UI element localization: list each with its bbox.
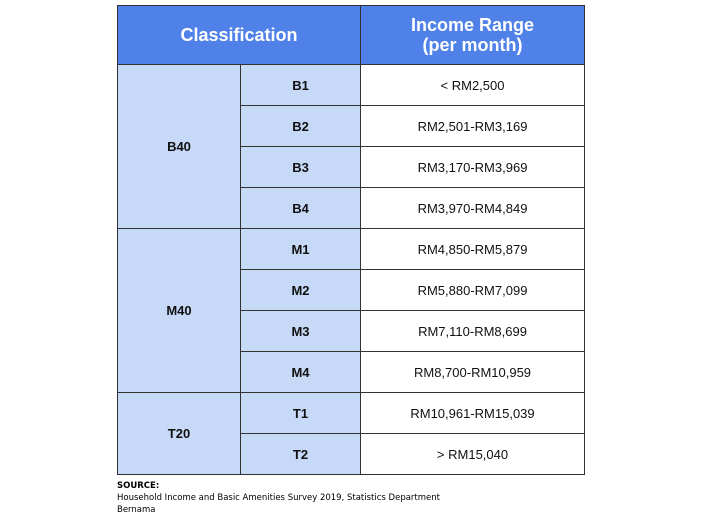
income-range: RM2,501-RM3,169: [361, 106, 585, 147]
income-classification-table: [117, 5, 585, 475]
group-t20: T20: [118, 393, 241, 475]
income-range: RM5,880-RM7,099: [361, 270, 585, 311]
income-range: RM4,850-RM5,879: [361, 229, 585, 270]
income-range: RM10,961-RM15,039: [361, 393, 585, 434]
class-code: B2: [241, 106, 361, 147]
source-line-1: Household Income and Basic Amenities Survey 2019, Statistics Department: [117, 493, 440, 503]
source-line-2: Bernama: [117, 505, 156, 515]
income-range-header-line1: Income Range: [411, 15, 535, 35]
class-code: M2: [241, 270, 361, 311]
income-range: RM3,970-RM4,849: [361, 188, 585, 229]
income-range: > RM15,040: [361, 434, 585, 475]
header-row: [118, 6, 585, 65]
group-b40: B40: [118, 65, 241, 229]
class-code: M1: [241, 229, 361, 270]
class-code: B1: [241, 65, 361, 106]
group-m40: M40: [118, 229, 241, 393]
class-code: M4: [241, 352, 361, 393]
income-range: RM7,110-RM8,699: [361, 311, 585, 352]
income-range: RM8,700-RM10,959: [361, 352, 585, 393]
table-row: [118, 393, 585, 434]
class-code: M3: [241, 311, 361, 352]
class-code: B3: [241, 147, 361, 188]
table-row: [118, 65, 585, 106]
source-note: [117, 480, 440, 516]
source-label: SOURCE:: [117, 481, 160, 491]
table-row: [118, 229, 585, 270]
class-code: T2: [241, 434, 361, 475]
classification-header: Classification: [118, 6, 361, 65]
income-range-header: [361, 6, 585, 65]
income-range-header-line2: (per month): [422, 35, 523, 55]
class-code: T1: [241, 393, 361, 434]
income-range: < RM2,500: [361, 65, 585, 106]
class-code: B4: [241, 188, 361, 229]
income-range: RM3,170-RM3,969: [361, 147, 585, 188]
